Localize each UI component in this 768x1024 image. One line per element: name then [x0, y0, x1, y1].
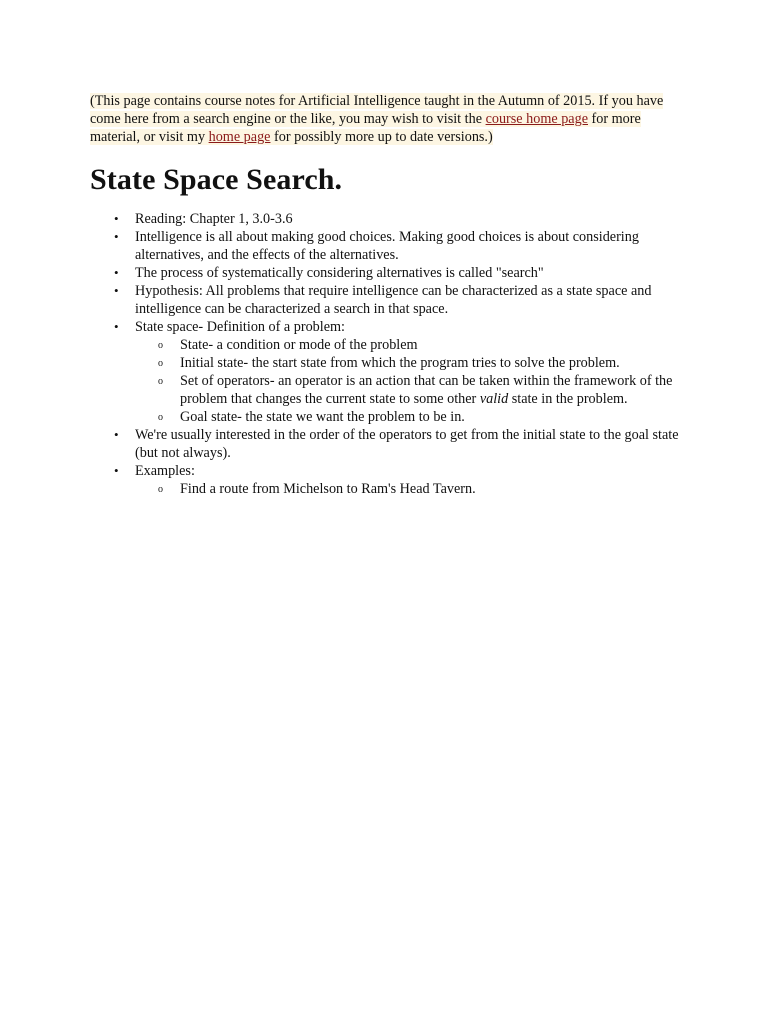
list-item-hypothesis	[135, 282, 690, 318]
order-text: We're usually interested in the order of the operators to get from the initial state to the goal state (but not always).	[135, 427, 679, 461]
list-item-state-space	[135, 318, 690, 426]
route-text: Find a route from Michelson to Ram's Head Tavern.	[180, 481, 476, 497]
notice-middle: for more material, or visit my	[90, 111, 641, 145]
topic-list	[90, 210, 690, 498]
list-item-intelligence	[135, 228, 690, 264]
examples-text: Examples:	[135, 463, 195, 479]
state-text: State- a condition or mode of the problem	[180, 337, 418, 353]
page-title: State Space Search.	[90, 163, 343, 196]
notice-highlight	[90, 93, 663, 145]
sub-item-state	[180, 336, 690, 354]
intelligence-text: Intelligence is all about making good choices. Making good choices is about considering alternatives, and the effects of the alternatives.	[135, 229, 639, 263]
operators-text-after: state in the problem.	[508, 391, 628, 407]
state-space-text: State space- Definition of a problem:	[135, 319, 345, 335]
sub-item-route	[180, 480, 690, 498]
hypothesis-text: Hypothesis: All problems that require intelligence can be characterized as a state space and intelligence can be characterized a search in that space.	[135, 283, 652, 317]
course-notice	[90, 92, 690, 146]
home-page-link[interactable]: home page	[208, 129, 271, 145]
examples-sublist	[135, 480, 690, 498]
document-body	[90, 92, 690, 498]
operators-text-before: Set of operators- an operator is an action that can be taken within the framework of the problem that changes the current state to some other	[180, 373, 673, 407]
notice-suffix: for possibly more up to date versions.)	[270, 129, 493, 145]
operators-emphasis: valid	[479, 391, 509, 407]
state-space-sublist	[135, 336, 690, 426]
course-home-page-link[interactable]: course home page	[485, 111, 588, 127]
sub-item-initial-state	[180, 354, 690, 372]
goal-state-text: Goal state- the state we want the problem to be in.	[180, 409, 465, 425]
list-item-process	[135, 264, 690, 282]
process-text: The process of systematically considering alternatives is called "search"	[135, 265, 544, 281]
list-item-order	[135, 426, 690, 462]
sub-item-goal-state	[180, 408, 690, 426]
notice-prefix: (This page contains course notes for Artificial Intelligence taught in the Autumn of 2015. If you have come here from a search engine or the like, you may wish to visit the	[90, 93, 664, 127]
reading-text: Reading: Chapter 1, 3.0-3.6	[135, 211, 293, 227]
list-item-examples	[135, 462, 690, 498]
initial-state-text: Initial state- the start state from which the program tries to solve the problem.	[180, 355, 620, 371]
sub-item-operators	[180, 372, 690, 408]
list-item-reading	[135, 210, 690, 228]
